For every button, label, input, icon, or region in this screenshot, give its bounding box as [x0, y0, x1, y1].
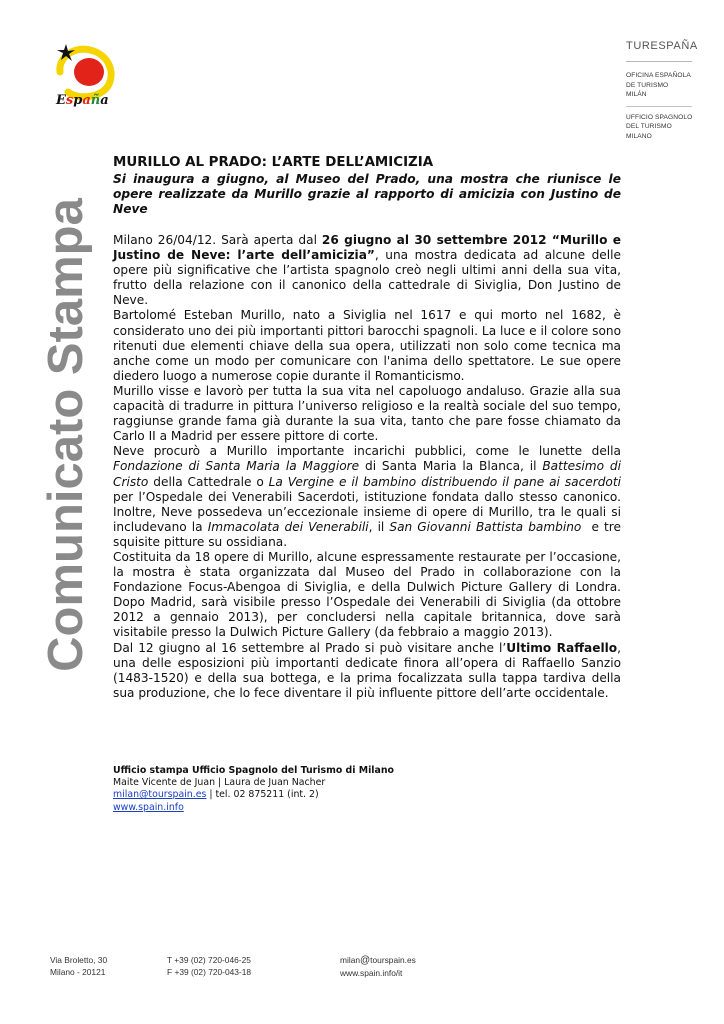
p4-italic-vergine: La Vergine e il bambino distribuendo il pane ai sacerdoti: [268, 474, 621, 489]
brand-name: TURESPAÑA: [626, 40, 698, 52]
press-email-line: [113, 789, 513, 801]
side-title: Comunicato Stampa: [39, 198, 93, 672]
office-es-line-1: OFICINA ESPAÑOLA: [626, 72, 691, 79]
headline: MURILLO AL PRADO: L’ARTE DELL’AMICIZIA: [113, 155, 434, 170]
header-divider: [626, 61, 692, 62]
press-contacts: Maite Vicente de Juan | Laura de Juan Nacher: [113, 777, 326, 789]
footer-email-user: milan: [340, 955, 361, 965]
p4-italic-battesimo: Battesimo di Cristo: [113, 459, 621, 489]
office-es-line-3: MILÁN: [626, 91, 647, 99]
press-office-title: Ufficio stampa Ufficio Spagnolo del Turismo di Milano: [113, 765, 394, 776]
espana-logo: [50, 38, 130, 114]
press-web-link[interactable]: www.spain.info: [113, 801, 184, 813]
p4-italic-immacolata: Immacolata dei Venerabili: [207, 519, 369, 534]
header-divider-2: [626, 106, 692, 107]
paragraph-murillo-bio: Bartolomé Esteban Murillo, nato a Siviglia nel 1617 e qui morto nel 1682, è considerato uno dei più importanti pittori barocchi spagnoli. La luce e il colore sono ritenuti due elementi chiave della sua opera, utilizzati non solo come tecnica ma anche come un modo per comunicare con l'anima dello spettatore. Le sue opere diedero luogo a numerose copie durante il Romanticismo.: [113, 308, 621, 383]
footer-web-contacts: [340, 954, 416, 979]
press-office: [113, 765, 513, 814]
p1-bold-dates: 26 giugno al 30 settembre 2012 “Murillo e Justino de Neve: l’arte dell’amicizia”: [113, 233, 621, 263]
p4-text-g: per l’Ospedale dei Venerabili Sacerdoti, istituzione fondata dallo stesso canonico. Inoltre, Neve possedeva un’eccezionale insieme di opere di Murillo, tra le quali si includevano la: [113, 489, 621, 534]
press-tel: | tel. 02 875211 (int. 2): [206, 789, 319, 801]
sun-shape: [74, 58, 104, 86]
office-es-line-2: DE TURISMO: [626, 81, 669, 89]
office-it-line-2: DEL TURISMO: [626, 123, 672, 131]
p4-text-a: Neve procurò a Murillo importante incarichi pubblici, come le lunette della: [113, 444, 621, 459]
p6-text-a: Dal 12 giugno al 16 settembre al Prado si può visitare anche l’: [113, 640, 507, 655]
office-it-line-1: UFFICIO SPAGNOLO: [626, 113, 693, 121]
footer-email[interactable]: [340, 954, 416, 967]
p4-text-c: di Santa Maria la Blanca, il: [359, 459, 543, 474]
p4-italic-fondazione: Fondazione di Santa Maria la Maggiore: [113, 459, 360, 474]
office-it-line-3: MILANO: [626, 132, 652, 140]
press-web-line: [113, 802, 513, 814]
p1-text-c: , una mostra dedicata ad alcune delle opere più significative che l’artista spagnolo creò negli ultimi anni della sua vita, frutto della relazione con il canonico della cattedrale di Siviglia, Don Justino de Neve.: [113, 248, 621, 308]
p1-text-a: Milano 26/04/12. Sarà aperta dal: [113, 233, 322, 247]
article: [113, 154, 625, 701]
p6-text-c: , una delle esposizioni più importanti dedicate finora all’opera di Raffaello Sanzio (1483-1520) e della sua bottega, e la prima focalizzata sulla tappa tardiva della sua produzione, che lo fece diventare il più influente pittore dell’arte occidentale.: [113, 640, 622, 700]
footer-address-line-1: Via Broletto, 30: [50, 955, 108, 965]
footer-email-domain: tourspain.es: [370, 955, 416, 965]
footer-phone-fax: [167, 954, 251, 978]
paragraph-exhibition: Costituita da 18 opere di Murillo, alcune espressamente restaurate per l’occasione, la mostra è stata organizzata dal Museo del Prado in collaborazione con la Fondazione Focus-Abengoa di Siviglia, e della Dulwich Picture Gallery di Londra. Dopo Madrid, sarà visibile presso l’Ospedale dei Venerabili di Siviglia (da ottobre 2012 a gennaio 2013), per concludersi nella capitale britannica, dove sarà visitabile presso la Dulwich Picture Gallery (da febbraio a maggio 2013).: [113, 549, 621, 640]
turespana-header: [626, 40, 706, 142]
espana-logo-graphic: [50, 38, 130, 114]
footer-email-at: @: [360, 955, 371, 966]
footer-address: [50, 954, 107, 978]
p4-text-k: e tre squisite pitture su ossidiana.: [113, 519, 625, 549]
footer-address-line-2: Milano - 20121: [50, 967, 106, 977]
p4-italic-san-giovanni: San Giovanni Battista bambino: [389, 519, 582, 534]
p6-bold-raffaello: Ultimo Raffaello: [506, 640, 618, 655]
paragraph-raffaello: [113, 641, 621, 701]
side-title-container: [36, 198, 96, 672]
footer-web[interactable]: www.spain.info/it: [340, 968, 403, 978]
paragraph-intro: [113, 233, 621, 308]
paragraph-murillo-life: Murillo visse e lavorò per tutta la sua vita nel capoluogo andaluso. Grazie alla sua capacità di tradurre in pittura l’universo religioso e la realtà sociale del suo tempo, raggiunse grande fama già durante la sua vita, tanto che pare fosse chiamato da Carlo II a Madrid per essere pittore di corte.: [113, 383, 621, 444]
espana-wordmark: España: [56, 93, 109, 108]
press-email-link[interactable]: milan@tourspain.es: [113, 789, 207, 801]
p4-text-i: , il: [368, 519, 390, 534]
footer-phone: T +39 (02) 720-046-25: [167, 955, 251, 965]
p4-text-e: della Cattedrale o: [148, 474, 269, 489]
footer-fax: F +39 (02) 720-043-18: [167, 967, 252, 977]
subtitle: Si inaugura a giugno, al Museo del Prado, una mostra che riunisce le opere realizzate da Murillo grazie al rapporto di amicizia con Justino de Neve: [113, 172, 621, 216]
paragraph-neve: [113, 444, 625, 550]
